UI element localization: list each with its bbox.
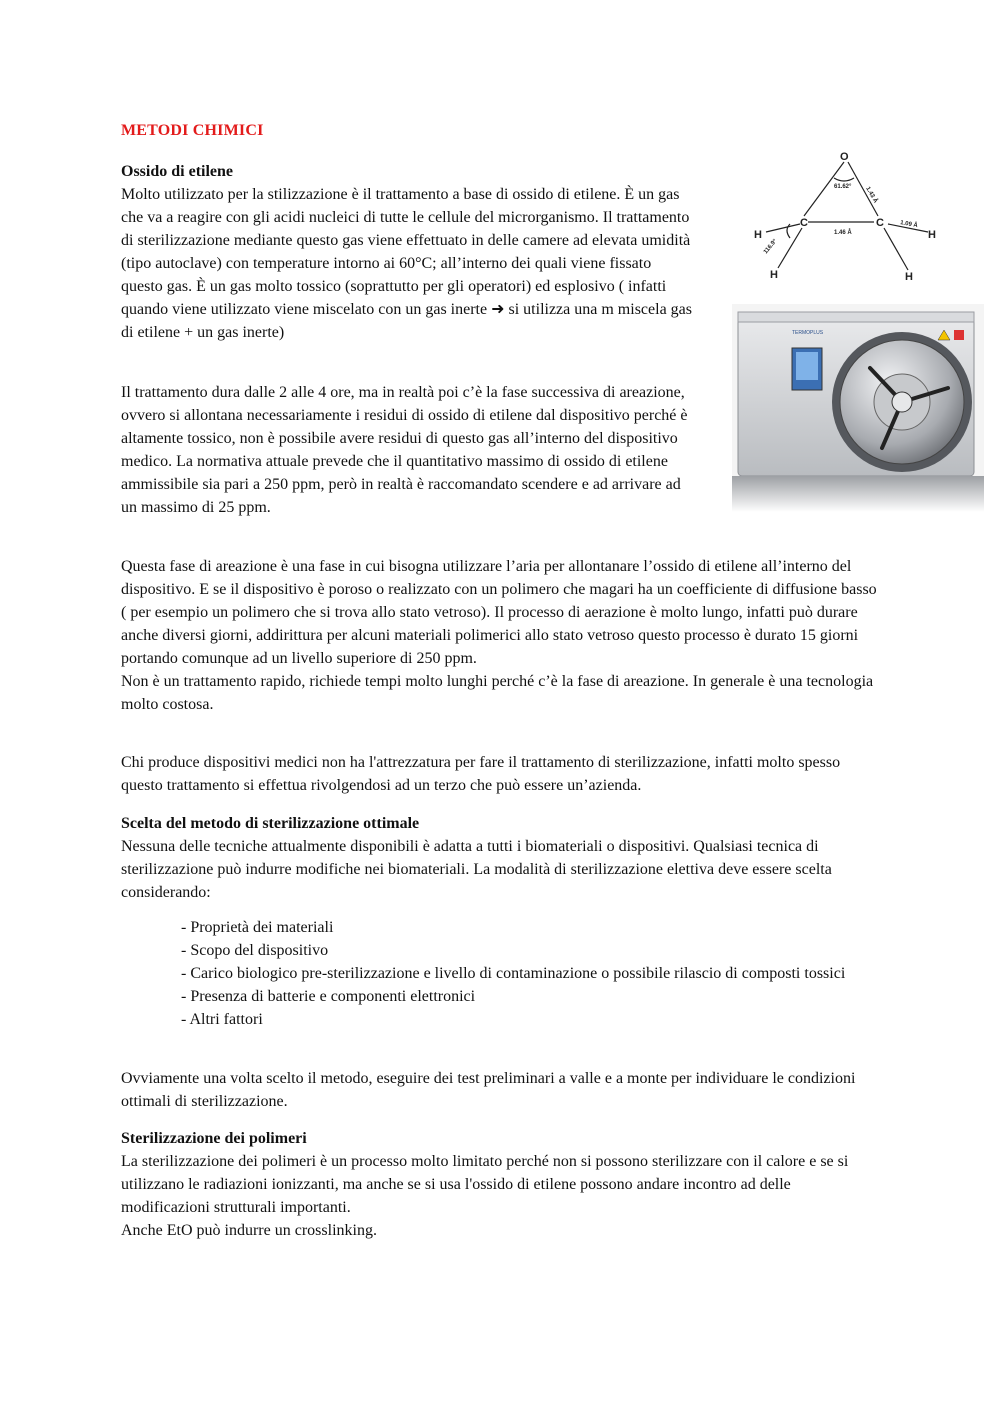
polymer-sterilization-heading: Sterilizzazione dei polimeri [121,1130,307,1147]
polymer-sterilization-paragraph: La sterilizzazione dei polimeri è un processo molto limitato perché non si possono sterilizzare con il calore e se si utilizzano le radiazioni ionizzanti, ma anche se si usa l'ossido di etilene possono andare incontro ad delle modificazioni strutturali importanti. [121,1153,849,1216]
ethylene-oxide-heading: Ossido di etilene [121,163,234,180]
aeration-section [121,555,881,716]
aeration-summary: Non è un trattamento rapido, richiede tempi molto lunghi perché c’è la fase di areazione. In generale è una tecnologia molto costosa. [121,673,874,713]
preliminary-tests-paragraph: Ovviamente una volta scelto il metodo, eseguire dei test preliminari a valle e a monte per individuare le condizioni ottimali di sterilizzazione. [121,1070,856,1110]
criteria-list [181,916,861,1031]
atom-hydrogen-right: H [928,229,936,241]
bond-label-ch: 1.09 Å [899,220,919,230]
angle-label-hch: 116.9° [762,238,779,256]
atom-oxygen: O [840,151,849,163]
ethylene-oxide-molecule-diagram [748,144,948,284]
crosslinking-note: Anche EtO può indurre un crosslinking. [121,1222,377,1239]
list-item: - Presenza di batterie e componenti elettronici [181,988,476,1005]
list-item: - Scopo del dispositivo [181,942,329,959]
ethylene-oxide-paragraph-1: Molto utilizzato per la stilizzazione è il trattamento a base di ossido di etilene. È un gas che va a reagire con gli acidi nucleici di tutte le cellule del microrganismo. Il trattamento di sterilizzazione mediante questo gas viene effettuato in delle camere ad elevata umidità (tipo autoclave) con temperature intorno ai 60°C; all’interno dei quali viene fissato questo gas. È un gas molto tossico (soprattutto per gli operatori) ed esplosivo ( infatti quando viene utilizzato viene miscelato con un gas inerte ➜ si utilizza una m miscela gas di etilene + un gas inerte) [121,186,692,341]
atom-carbon-left: C [800,217,808,229]
bond-label-cc: 1.46 Å [834,230,852,236]
photo-brand-label: TERMOPLUS [792,330,824,336]
atom-carbon-right: C [876,217,884,229]
aeration-paragraph: Questa fase di areazione è una fase in cui bisogna utilizzare l’aria per allontanare l’ossido di etilene all’interno del dispositivo. E se il dispositivo è poroso o realizzato con un polimero che magari ha un coefficiente di diffusione basso ( per esempio un polimero che si trova allo stato vetroso). Il processo di aerazione è molto lungo, infatti può durare anche diversi giorni, addirittura per alcuni materiali polimerici allo stato vetroso questo processo è durato 15 giorni portando comunque ad un livello superiore di 250 ppm. [121,558,877,667]
ethylene-oxide-intro [121,160,693,344]
method-choice-heading: Scelta del metodo di sterilizzazione ottimale [121,815,420,832]
polymer-sterilization-section [121,1127,881,1242]
ethylene-oxide-paragraph-2: Il trattamento dura dalle 2 alle 4 ore, ma in realtà poi c’è la fase successiva di areazione, ovvero si allontana necessariamente i residui di ossido di etilene dal dispositivo perché è altamente tossico, non è possibile avere residui di questo gas all’interno del dispositivo medico. La normativa attuale prevede che il quantitativo massimo di ossido di etilene ammissibile sia pari a 250 ppm, però in realtà è raccomandato scendere e ad arrivare ad un massimo di 25 ppm. [121,384,688,516]
atom-hydrogen-bottom-left: H [770,269,778,281]
sterilizer-photo [732,304,984,512]
third-party-paragraph: Chi produce dispositivi medici non ha l'attrezzatura per fare il trattamento di sterilizzazione, infatti molto spesso questo trattamento si effettua rivolgendosi ad un terzo che può essere un’azienda. [121,754,841,794]
list-item: - Proprietà dei materiali [181,919,334,936]
method-choice-paragraph: Nessuna delle tecniche attualmente disponibili è adatta a tutti i biomateriali o dispositivi. Qualsiasi tecnica di sterilizzazione può indurre modifiche nei biomateriali. La modalità di sterilizzazione elettiva deve essere scelta considerando: [121,838,832,901]
atom-hydrogen-bottom-right: H [905,271,913,283]
section-title: METODI CHIMICI [121,122,264,139]
bond-label-co: 1.43 Å [864,186,879,205]
angle-label-top: 61.62° [834,184,852,190]
method-choice-section [121,812,881,904]
list-item: - Carico biologico pre-sterilizzazione e livello di contaminazione o possibile rilascio di composti tossici [181,965,846,982]
atom-hydrogen-left: H [754,229,762,241]
list-item: - Altri fattori [181,1011,263,1028]
